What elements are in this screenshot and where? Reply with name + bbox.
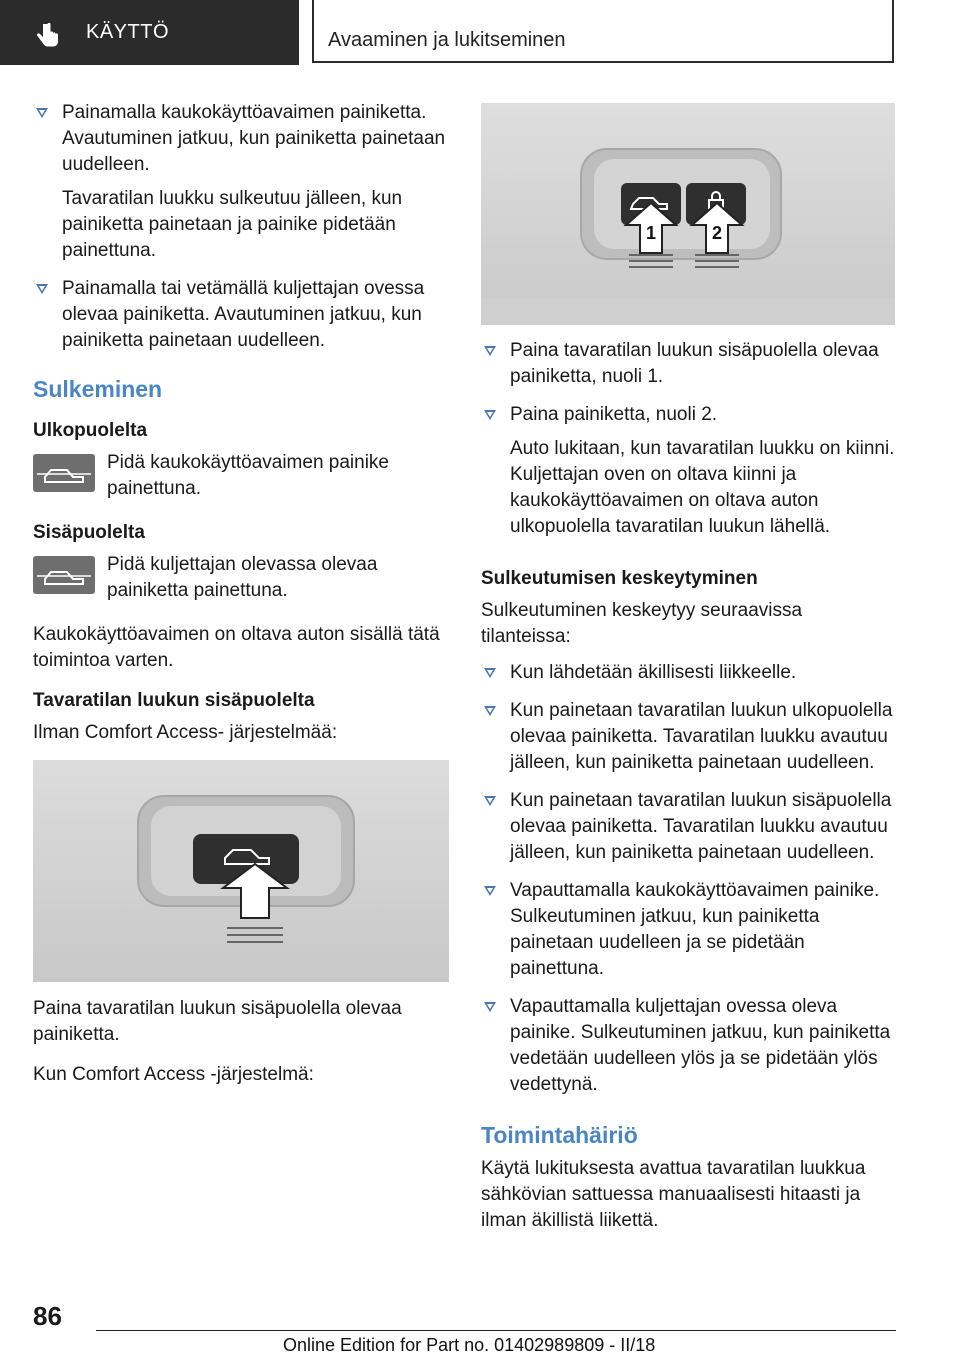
edition-text: Online Edition for Part no. 01402989809 - II/18 xyxy=(283,1335,656,1355)
triangle-bullet-icon xyxy=(36,284,48,294)
right-column xyxy=(481,338,897,1248)
bullet-item xyxy=(481,788,897,866)
bullet-item xyxy=(481,878,897,982)
chapter-tab xyxy=(0,0,299,65)
bullet-subtext: Tavaratilan luukku sulkeutuu jälleen, kun painiketta painetaan ja painike pidetään painettuna. xyxy=(62,188,403,261)
ilman-comfort-text: Ilman Comfort Access- järjestelmää: xyxy=(33,722,338,743)
triangle-bullet-icon xyxy=(484,796,496,806)
footer-divider xyxy=(96,1330,896,1331)
trunk-lid-two-buttons-illustration xyxy=(481,103,895,325)
bullet-text: Paina tavaratilan luukun sisäpuolella olevaa painiketta, nuoli 1. xyxy=(510,340,879,387)
triangle-bullet-icon xyxy=(484,1002,496,1012)
subheading-sisapuolelta: Sisäpuolelta xyxy=(33,522,145,543)
trunk-buttons-comfort-figure xyxy=(481,103,895,325)
triangle-bullet-icon xyxy=(484,886,496,896)
ulkopuolelta-row xyxy=(33,450,449,502)
section-title: Avaaminen ja lukitseminen xyxy=(328,29,566,51)
bullet-item xyxy=(481,660,897,686)
bullet-subtext: Auto lukitaan, kun tavaratilan luukku on kiinni. Kuljettajan oven on oltava kiinni ja kaukokäyttöavaimen on oltava auton ulkopuolella tavaratilan luukun lähellä. xyxy=(510,438,895,537)
bullet-text: Kun painetaan tavaratilan luukun ulkopuolella olevaa painiketta. Tavaratilan luukku avautuu jälleen, kun painiketta painetaan uudelleen. xyxy=(510,700,893,773)
page-number: 86 xyxy=(33,1301,62,1331)
bullet-item xyxy=(33,100,449,264)
bullet-text: Kun lähdetään äkillisesti liikkeelle. xyxy=(510,662,797,683)
triangle-bullet-icon xyxy=(484,346,496,356)
trunk-button-icon xyxy=(33,454,95,492)
subheading-keskeytyminen: Sulkeutumisen keskeytyminen xyxy=(481,568,758,589)
figure-caption: Paina tavaratilan luukun sisäpuolella olevaa painiketta. xyxy=(33,998,402,1045)
trunk-lid-button-illustration xyxy=(33,760,449,982)
bullet-text: Vapauttamalla kaukokäyttöavaimen painike. Sulkeutuminen jatkuu, kun painiketta painetaan uudelleen ja se pidetään painettuna. xyxy=(510,880,880,979)
trunk-button-figure xyxy=(33,760,449,982)
ulkopuolelta-text: Pidä kaukokäyttöavaimen painike painettuna. xyxy=(107,452,390,499)
subheading-ulkopuolelta: Ulkopuolelta xyxy=(33,420,148,441)
subheading-tavaratila: Tavaratilan luukun sisäpuolelta xyxy=(33,690,315,711)
arrow-2-label: 2 xyxy=(711,223,723,243)
bullet-item xyxy=(481,402,897,540)
triangle-bullet-icon xyxy=(484,410,496,420)
toimintahairio-text: Käytä lukituksesta avattua tavaratilan luukkua sähkövian sattuessa manuaalisesti hitaasti ja ilman äkillistä liikettä. xyxy=(481,1158,866,1231)
heading-toimintahairio: Toimintahäiriö xyxy=(481,1122,638,1148)
bullet-text: Kun painetaan tavaratilan luukun sisäpuolella olevaa painiketta. Tavaratilan luukku avautuu jälleen, kun painiketta painetaan uudelleen. xyxy=(510,790,892,863)
sisapuolelta-row xyxy=(33,552,449,604)
bullet-item xyxy=(33,276,449,354)
keskeytyminen-intro: Sulkeutuminen keskeytyy seuraavissa tilanteissa: xyxy=(481,600,803,647)
key-inside-note: Kaukokäyttöavaimen on oltava auton sisällä tätä toimintoa varten. xyxy=(33,624,440,671)
triangle-bullet-icon xyxy=(484,706,496,716)
left-column xyxy=(33,100,449,1102)
bullet-text: Vapauttamalla kuljettajan ovessa oleva painike. Sulkeutuminen jatkuu, kun painiketta vedetään uudelleen ylös ja se pidetään ylös vedettynä. xyxy=(510,996,891,1095)
trunk-button-icon xyxy=(33,556,95,594)
kun-comfort-text: Kun Comfort Access -järjestelmä: xyxy=(33,1064,314,1085)
heading-sulkeminen: Sulkeminen xyxy=(33,376,163,402)
bullet-text: Painamalla kaukokäyttöavaimen painiketta. Avautuminen jatkuu, kun painiketta painetaan uudelleen. xyxy=(62,102,446,175)
hand-pointer-icon xyxy=(34,22,62,50)
sisapuolelta-text: Pidä kuljettajan olevassa olevaa painiketta painettuna. xyxy=(107,554,378,601)
triangle-bullet-icon xyxy=(484,668,496,678)
bullet-item xyxy=(481,994,897,1098)
bullet-text: Painamalla tai vetämällä kuljettajan ovessa olevaa painiketta. Avautuminen jatkuu, kun painiketta painetaan uudelleen. xyxy=(62,278,425,351)
bullet-item xyxy=(481,698,897,776)
arrow-1-label: 1 xyxy=(645,223,657,243)
chapter-title: KÄYTTÖ xyxy=(86,21,170,43)
bullet-text: Paina painiketta, nuoli 2. xyxy=(510,404,718,425)
bullet-item xyxy=(481,338,897,390)
triangle-bullet-icon xyxy=(36,108,48,118)
section-header xyxy=(312,0,894,63)
